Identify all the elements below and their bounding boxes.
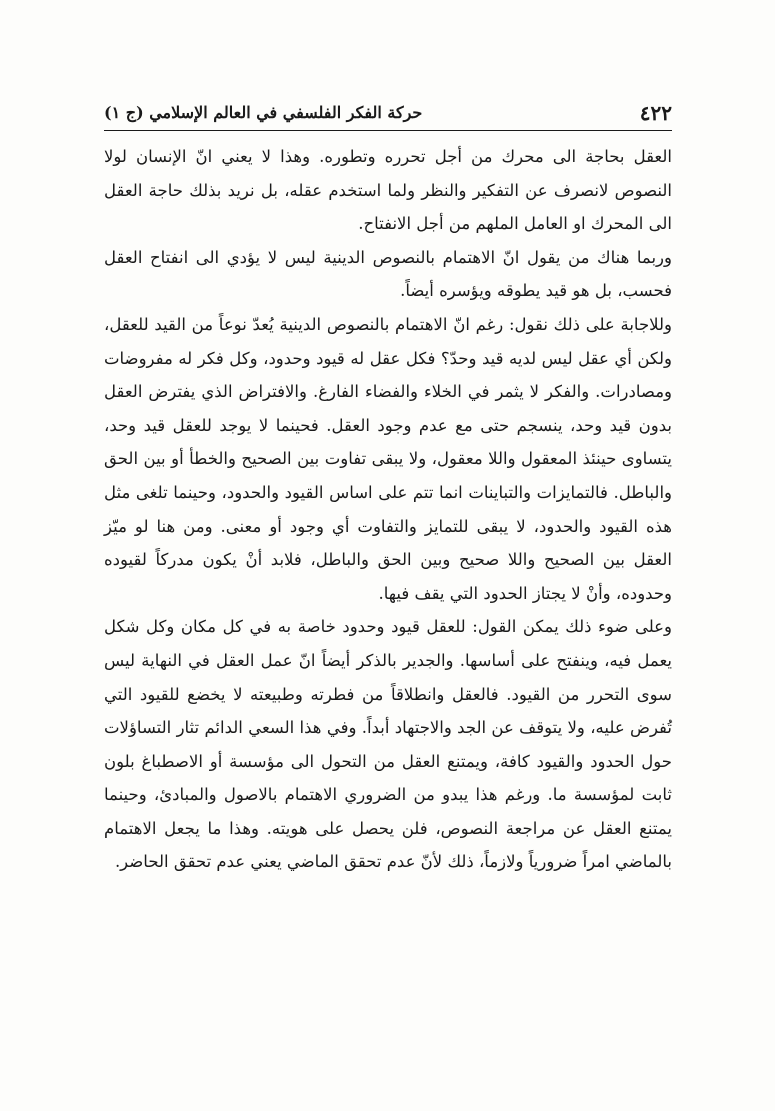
page-header (104, 92, 672, 126)
paragraph-4: وعلى ضوء ذلك يمكن القول: للعقل قيود وحدود خاصة به في كل مكان وكل شكل يعمل فيه، وينفتح على أساسها. والجدير بالذكر أيضاً انّ عمل العقل في النهاية ليس سوى التحرر من القيود. فالعقل وانطلاقاً من فطرته وطبيعته لا يخضع للقيود التي تُفرض عليه، ولا يتوقف عن الجد والاجتهاد أبداً. وفي هذا السعي الدائم تثار التساؤلات حول الحدود والقيود كافة، ويمتنع العقل من التحول الى مؤسسة أو الاصطباغ بلون ثابت لمؤسسة ما. ورغم هذا يبدو من الضروري الاهتمام بالاصول والمبادئ، وحينما يمتنع العقل عن مراجعة النصوص، فلن يحصل على هويته. وهذا ما يجعل الاهتمام بالماضي امراً ضرورياً ولازماً، ذلك لأنّ عدم تحقق الماضي يعني عدم تحقق الحاضر. (104, 617, 672, 872)
paragraph-2: وربما هناك من يقول انّ الاهتمام بالنصوص الدينية ليس لا يؤدي الى انفتاح العقل فحسب، بل هو قيد يطوقه ويؤسره أيضاً. (104, 247, 672, 301)
paragraph-3: وللاجابة على ذلك نقول: رغم انّ الاهتمام بالنصوص الدينية يُعدّ نوعاً من القيد للعقل، ولكن أي عقل ليس لديه قيد وحدّ؟ فكل عقل له قيود وحدود، وكل فكر له مفروضات ومصادرات. والفكر لا يثمر في الخلاء والفضاء الفارغ. والافتراض الذي يفترض العقل بدون قيد وحد، ينسجم حتى مع عدم وجود العقل. فحينما لا يوجد للعقل قيد وحد، يتساوى حينئذ المعقول واللا معقول، ولا يبقى تفاوت بين الصحيح والخطأ أو بين الحق والباطل. فالتمايزات والتباينات انما تتم على اساس القيود والحدود، وحينما تلغى مثل هذه القيود والحدود، لا يبقى للتمايز والتفاوت أي وجود أو معنى. ومن هنا لو ميّز العقل بين الصحيح واللا صحيح وبين الحق والباطل، فلابد أنْ يكون مدركاً لقيوده وحدوده، وأنْ لا يجتاز الحدود التي يقف فيها. (104, 314, 672, 603)
header-divider (104, 130, 672, 131)
page-number: ٤٢٢ (639, 101, 672, 125)
body-text (104, 140, 672, 879)
paragraph-1: العقل بحاجة الى محرك من أجل تحرره وتطوره. وهذا لا يعني انّ الإنسان لولا النصوص لانصرف عن التفكير والنظر ولما استخدم عقله، بل نريد بذلك حاجة العقل الى المحرك او العامل الملهم من أجل الانفتاح. (104, 147, 672, 234)
running-title: حركة الفكر الفلسفي في العالم الإسلامي (ج ١) (104, 103, 423, 122)
